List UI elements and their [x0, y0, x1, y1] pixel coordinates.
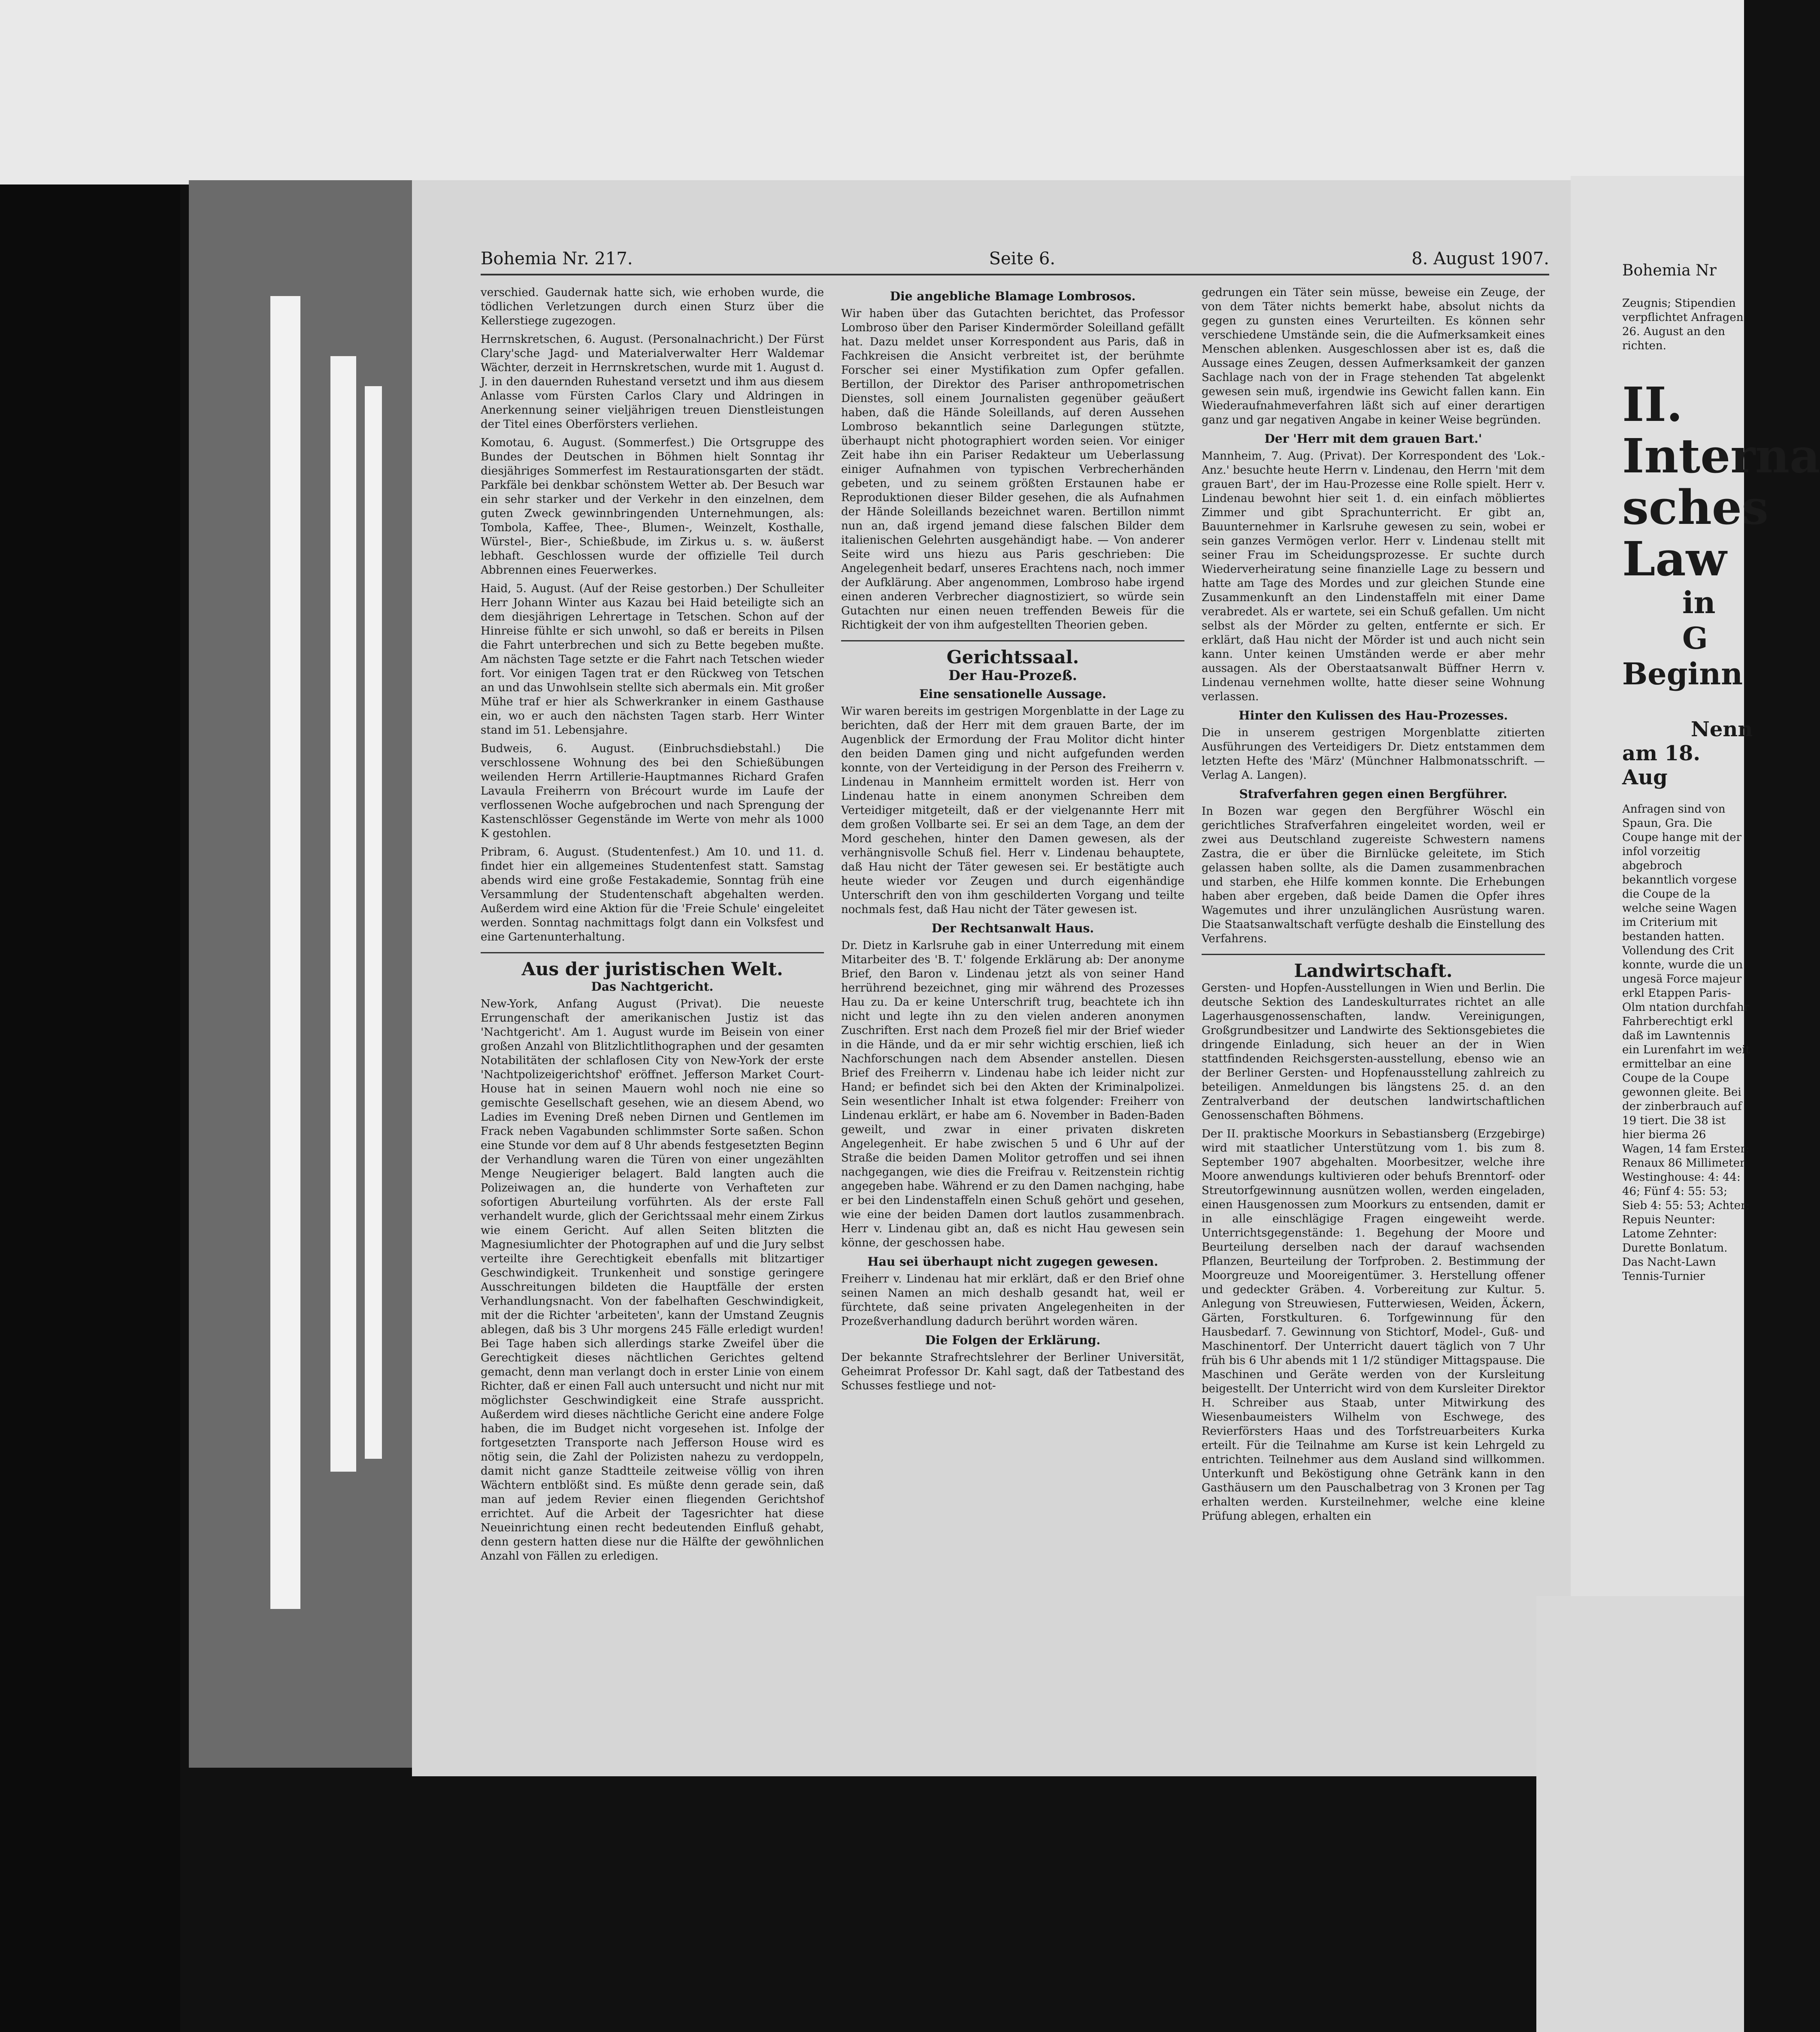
article-paragraph: Gersten- und Hopfen-Ausstellungen in Wien und Berlin. Die deutsche Sektion des Landeskulturrates richtet an alle Lagerhausgenossenschaften, landw. Vereinigungen, Großgrundbesitzer und Landwirte des Sektionsgebietes die dringende Einladung, sich heuer an der in Wien stattfindenden Reichsgersten-ausstellung, ebenso wie an der Berliner Gersten- und Hopfenausstellung zahlreich zu beteiligen. Anmeldungen bis längstens 25. d. an den Zentralverband der deutschen landwirtschaftlichen Genossenschaften Böhmens.: [1202, 982, 1545, 1122]
photo-background-top: [0, 0, 1744, 184]
section-title: Gerichtssaal.: [946, 647, 1079, 668]
article-paragraph: Dr. Dietz in Karlsruhe gab in einer Unterredung mit einem Mitarbeiter des 'B. T.' folgende Erklärung ab: Der anonyme Brief, den Baron v. Lindenau jetzt als von seiner Hand herrührend bezeichnet, ging mir während des Prozesses Hau zu. Da er keine Unterschrift trug, beachtete ich ihn nicht und legte ihn zu den vielen anderen anonymen Zuschriften. Erst nach dem Prozeß fiel mir der Brief wieder in die Hände, und da er mir sehr wichtig erschien, ließ ich Nachforschungen nach dem Absender anstellen. Diesen Brief des Freiherrn v. Lindenau habe ich leider nicht zur Hand; er befindet sich bei den Akten der Kriminalpolizei. Sein wesentlicher Inhalt ist etwa folgender: Freiherr von Lindenau erklärt, er habe am 6. November in Baden-Baden geweilt, und zwar in einer privaten diskreten Angelegenheit. Er habe zwischen 5 und 6 Uhr auf der Straße die beiden Damen Molitor getroffen und sei ihnen nachgegangen, wie dies die Freifrau v. Reitzenstein richtig angegeben habe. Während er zu den Damen nachging, habe er bei den Lindenstaffeln einen Schuß gehört und gesehen, wie eine der beiden Damen dort lautlos zusammenbrach. Herr v. Lindenau gibt an, daß es nicht Hau gewesen sein könne, der geschossen habe.: [841, 939, 1184, 1249]
column-3: [1202, 286, 1545, 1702]
article-title: Der 'Herr mit dem grauen Bart.': [1264, 432, 1482, 446]
section-rule: [841, 640, 1184, 641]
article-paragraph: Budweis, 6. August. (Einbruchsdiebstahl.) Die verschlossene Wohnung des bei den Schießübungen weilenden Herrn Artillerie-Hauptmannes Richard Grafen Lavaula Freiherrn von Brécourt wurde im Laufe der verflossenen Woche aufgebrochen und nach Sprengung der Kastenschlösser Gegenstände im Werte von mehr als 1000 K gestohlen.: [481, 742, 824, 840]
article-paragraph: Freiherr v. Lindenau hat mir erklärt, daß er den Brief ohne seinen Namen an mich deshalb gesandt hat, weil er fürchtete, daß seine privaten Angelegenheiten in der Prozeßverhandlung dadurch berührt worden wären.: [841, 1273, 1184, 1328]
article-paragraph: Der II. praktische Moorkurs in Sebastiansberg (Erzgebirge) wird mit staatlicher Unterstützung vom 1. bis zum 8. September 1907 abgehalten. Moorbesitzer, welche ihre Moore anwendungs kultivieren oder behufs Brenntorf- oder Streutorfgewinnung ausnützen wollen, werden eingeladen, einen Hausgenossen zum Moorkurs zu entsenden, damit er in alle einschlägige Fragen eingeweiht werde. Unterrichtsgegenstände: 1. Begehung der Moore und Beurteilung derselben nach der darauf wachsenden Pflanzen, Beurteilung der Torfproben. 2. Bestimmung der Moorgreuze und Mooreigentümer. 3. Herstellung offener und gedeckter Gräben. 4. Vorbereitung zur Kultur. 5. Anlegung von Streuwiesen, Futterwiesen, Weiden, Äckern, Gärten, Forstkulturen. 6. Torfgewinnung für den Hausbedarf. 7. Gewinnung von Stichtorf, Model-, Guß- und Maschinentorf. Der Unterricht dauert täglich von 7 Uhr früh bis 6 Uhr abends mit 1 1/2 stündiger Mittagspause. Die Maschinen und Geräte werden von der Kursleitung beigestellt. Der Unterricht wird von dem Kursleiter Direktor H. Schreiber aus Staab, unter Mitwirkung des Wiesenbaumeisters Wilhelm von Eschwege, des Revierförsters Haas und des Torfstreuarbeiters Kurka erteilt. Für die Teilnahme am Kurse ist kein Lehrgeld zu entrichten. Teilnehmer aus dem Ausland sind willkommen. Unterkunft und Beköstigung ohne Getränk kann in den Gasthäusern um den Pauschalbetrag von 3 Kronen per Tag erhalten werden. Kursteilnehmer, welche eine kleine Prüfung ablegen, erhalten ein: [1202, 1128, 1545, 1523]
facing-page-intro: Zeugnis; Stipendien verpflichtet Anfragen 26. August an den richten.: [1622, 297, 1744, 352]
facing-page-subheadline: Beginn: [1622, 656, 1743, 692]
article-subtitle: Hau sei überhaupt nicht zugegen gewesen.: [867, 1255, 1158, 1269]
section-rule: [1202, 954, 1545, 955]
newspaper-page: [412, 180, 1579, 1776]
article-paragraph: Wir waren bereits im gestrigen Morgenblatte in der Lage zu berichten, daß der Herr mit dem grauen Barte, der im Augenblick der Ermordung der Frau Molitor dicht hinter den beiden Damen ging und nicht aufgefunden werden konnte, von der Verteidigung in der Person des Freiherrn v. Lindenau in Mannheim ermittelt worden ist. Herr von Lindenau hatte in einem anonymen Schreiben dem Verteidiger mitgeteilt, daß er der vielgenannte Herr mit dem großen Vollbarte sei. Er sei an dem Tage, an dem der Mord geschehen, hinter den Damen gewesen, als der verhängnisvolle Schuß fiel. Herr v. Lindenau behauptete, daß Hau nicht der Täter gewesen sei. Er bestätigte auch heute wieder vor Zeugen und durch eigenhändige Unterschrift den von ihm geschilderten Vorgang und teilte nochmals fest, daß Hau nicht der Täter gewesen ist.: [841, 705, 1184, 916]
facing-page-header: Bohemia Nr: [1622, 262, 1717, 279]
section-rule: [481, 952, 824, 953]
photo-background-left: [0, 184, 180, 2032]
article-paragraph: Die in unserem gestrigen Morgenblatte zitierten Ausführungen des Verteidigers Dr. Dietz entstammen dem letzten Hefte des 'März' (Münchner Halbmonatsschrift. — Verlag A. Langen).: [1202, 726, 1545, 782]
article-paragraph: Herrnskretschen, 6. August. (Personalnachricht.) Der Fürst Clary'sche Jagd- und Materialverwalter Herr Waldemar Wächter, derzeit in Herrnskretschen, wurde mit 1. August d. J. in den dauernden Ruhestand versetzt und ihm aus diesem Anlasse vom Fürsten Carlos Clary und Aldringen in Anerkennung seiner vieljährigen treuen Dienstleistungen der Titel eines Oberförsters verliehen.: [481, 333, 824, 431]
facing-page-subheadline: Nenn: [1691, 717, 1753, 741]
facing-page-text: Anfragen sind von Spaun, Gra. Die Coupe hange mit der infol vorzeitig abgebroch bekanntlich vorgese die Coupe de la welche seine Wagen im Criterium mit bestanden hatten. Vollendung des Crit konnte, wurde die un ungesä Force majeur erkl Etappen Paris-Olm ntation durchfahr Fahrberechtigt erkl daß im Lawntennis ein Lurenfahrt im weit ermittelbar an eine Coupe de la Coupe gewonnen gleite. Bei der zinberbrauch auf 19 tiert. Die 38 ist hier bierma 26 Wagen, 14 fam Erster: Renaux 86 Millimeter Westinghouse: 4: 44: 46; Fünf 4: 55: 53; Sieb 4: 55: 53; Achter: Repuis Neunter: Latome Zehnter: Durette Bonlatum. Das Nacht-Lawn Tennis-Turnier: [1622, 803, 1750, 1283]
column-2: [841, 286, 1184, 1702]
section-title: Landwirtschaft.: [1294, 960, 1453, 981]
column-1: [481, 286, 824, 1702]
article-paragraph: Der bekannte Strafrechtslehrer der Berliner Universität, Geheimrat Professor Dr. Kahl sagt, daß der Tatbestand des Schusses festliege und not-: [841, 1351, 1184, 1392]
header-date: 8. August 1907.: [1411, 249, 1549, 269]
article-title: Strafverfahren gegen einen Bergführer.: [1239, 787, 1508, 801]
article-title: Der Hau-Prozeß.: [948, 667, 1077, 683]
book-spine-edge: [189, 180, 412, 1768]
header-masthead: Bohemia Nr. 217.: [481, 249, 633, 269]
page-header: [481, 249, 1549, 275]
facing-page-headline: sches Law: [1622, 480, 1769, 587]
article-paragraph: New-York, Anfang August (Privat). Die neueste Errungenschaft der amerikanischen Justiz ist das 'Nachtgericht'. Am 1. August wurde im Beisein von einer großen Anzahl von Blitzlichtlithographen und der gesamten Notabilitäten der schlaflosen City von New-York der erste 'Nachtpolizeigerichtshof' eröffnet. Jefferson Market Court-House hat in seinen Mauern wohl noch nie eine so gemischte Gesellschaft gesehen, wie an diesem Abend, wo Ladies im Evening Dreß neben Dirnen und Gentlemen im Frack neben Vagabunden schlimmster Sorte saßen. Schon eine Stunde vor dem auf 8 Uhr abends festgesetzten Beginn der Verhandlung waren die Türen von einer ungezählten Menge Neugieriger belagert. Bald langten auch die Polizeiwagen an, die hunderte von Verhafteten zur sofortigen Aburteilung vorführten. Als der erste Fall verhandelt wurde, glich der Gerichtssaal mehr einem Zirkus wie einem Gericht. Auf allen Seiten blitzten die Magnesiumlichter der Photographen auf und die Jury selbst verteilte ihre Gerechtigkeit ebenfalls mit blitzartiger Geschwindigkeit. Trunkenheit und sonstige geringere Ausschreitungen bildeten die Hauptfälle der ersten Verhandlungsnacht. Von der fabelhaften Geschwindigkeit, mit der die Richter 'arbeiteten', kann der Umstand Zeugnis ablegen, daß bis 3 Uhr morgens 245 Fälle erledigt wurden! Bei Tage haben sich allerdings starke Zweifel über die Gerechtigkeit dieses nächtlichen Gerichtes geltend gemacht, denn man verlangt doch in erster Linie von einem Richter, daß er einen Fall auch untersucht und nicht nur mit möglichster Geschwindigkeit eine Strafe ausspricht. Außerdem wird dieses nächtliche Gericht eine andere Folge haben, die im Budget nicht vorgesehen ist. Infolge der fortgesetzten Transporte nach Jefferson House wird es nötig sein, die Zahl der Polizisten nahezu zu verdoppeln, damit nicht ganze Stadtteile zeitweise völlig von ihren Wächtern entblößt sind. Es müßte denn gerade sein, daß man auf jedem Revier einen fliegenden Gerichtshof errichtet. Auf die Arbeit der Tagesrichter hat diese Neueinrichtung einen recht bedeutenden Einfluß gehabt, denn gestern hatten diese nur die Hälfte der gewöhnlichen Anzahl von Fällen zu erledigen.: [481, 998, 824, 1563]
article-subtitle: Die Folgen der Erklärung.: [925, 1333, 1101, 1347]
article-paragraph: Komotau, 6. August. (Sommerfest.) Die Ortsgruppe des Bundes der Deutschen in Böhmen hielt Sonntag ihr diesjähriges Sommerfest im Restaurationsgarten der städt. Parkfäle bei denkbar schönstem Wetter ab. Der Besuch war ein sehr starker und der Verkehr in den einzelnen, dem guten Zweck gewinnbringenden Unternehmungen, als: Tombola, Kaffee, Thee-, Blumen-, Weinzelt, Kosthalle, Würstel-, Bier-, Schießbude, im Zirkus u. s. w. äußerst lebhaft. Geschlossen wurde der offizielle Teil durch Abbrennen eines Feuerwerkes.: [481, 436, 824, 577]
article-paragraph: Pribram, 6. August. (Studentenfest.) Am 10. und 11. d. findet hier ein allgemeines Studentenfest statt. Samstag abends wird eine große Festakademie, Sonntag früh eine Versammlung der Studentenschaft abgehalten werden. Außerdem wird eine Aktion für die 'Freie Schule' eingeleitet werden. Sonntag nachmittags folgt dann ein Volksfest und eine Gartenunterhaltung.: [481, 846, 824, 943]
page-edge-strip: [365, 386, 382, 1459]
article-subtitle: Der Rechtsanwalt Haus.: [931, 921, 1094, 935]
facing-page-subheadline: in G: [1682, 585, 1716, 656]
section-title: Aus der juristischen Welt.: [521, 959, 783, 980]
columns: [481, 286, 1549, 1702]
article-title: Hinter den Kulissen des Hau-Prozesses.: [1239, 708, 1508, 723]
page-edge-strip: [330, 356, 356, 1472]
page-edge-strip: [270, 296, 300, 1609]
article-title: Das Nachtgericht.: [591, 980, 714, 994]
article-title: Die angebliche Blamage Lombrosos.: [890, 289, 1136, 303]
reference-card: [1536, 1596, 1744, 2032]
article-paragraph: gedrungen ein Täter sein müsse, beweise ein Zeuge, der von dem Täter nichts bemerkt habe, absolut nichts da gegen zu gunsten eines Verurteilten. Es können sehr verschiedene Umstände sein, die die Aufmerksamkeit eines Menschen ablenken. Ausgeschlossen aber ist es, daß die Aussage eines Zeugen, dessen Aufmerksamkeit der ganzen Sachlage nach von der in Frage stehenden Tat abgelenkt gewesen sein muß, irgendwie ins Gewicht fallen kann. Ein Wiederaufnahmeverfahren läßt sich auf einer derartigen ganz und gar negativen Angabe in keiner Weise begründen.: [1202, 286, 1545, 426]
facing-page-headline: II. Interna: [1622, 377, 1820, 484]
article-paragraph: verschied. Gaudernak hatte sich, wie erhoben wurde, die tödlichen Verletzungen durch einen Sturz über die Kellerstiege zugezogen.: [481, 286, 824, 327]
facing-page-subheadline: am 18. Aug: [1622, 741, 1701, 789]
article-paragraph: Mannheim, 7. Aug. (Privat). Der Korrespondent des 'Lok.-Anz.' besuchte heute Herrn v. Lindenau, den Herrn 'mit dem grauen Bart', der im Hau-Prozesse eine Rolle spielt. Herr v. Lindenau bewohnt hier seit 1. d. ein einfach möbliertes Zimmer und gibt Sprachunterricht. Er gibt an, Bauunternehmer in Karlsruhe gewesen zu sein, wobei er sein ganzes Vermögen verlor. Herr v. Lindenau stellt mit seiner Frau im Scheidungsprozesse. Er suchte durch Wiederverheiratung seine finanzielle Lage zu bessern und hatte am Tage des Mordes und zur gleichen Stunde eine Zusammenkunft an den Lindenstaffeln mit einer Dame verabredet. Als er wartete, sei ein Schuß gefallen. Um nicht selbst als der Mörder zu gelten, entfernte er sich. Er erklärt, daß Hau nicht der Mörder ist und auch nicht sein kann. Unter keinen Umständen werde er aber mehr aussagen. Als der Oberstaatsanwalt Büffner Herrn v. Lindenau vernehmen wollte, hatte dieser seine Wohnung verlassen.: [1202, 450, 1545, 703]
article-paragraph: Wir haben über das Gutachten berichtet, das Professor Lombroso über den Pariser Kindermörder Soleilland gefällt hat. Dazu meldet unser Korrespondent aus Paris, daß in Fachkreisen die Ansicht verbreitet ist, der berühmte Forscher sei einer Mystifikation zum Opfer gefallen. Bertillon, der Direktor des Pariser anthropometrischen Dienstes, soll einem Journalisten gegenüber geäußert haben, daß die Hände Soleillands, auf deren Aussehen Lombroso bekanntlich seine Darlegungen stützte, überhaupt nicht photographiert worden seien. Vor einiger Zeit habe ihn ein Pariser Redakteur um Ueberlassung einiger Aufnahmen von typischen Verbrecherhänden gebeten, und zu seinem größten Erstaunen habe er Reproduktionen dieser Bilder gesehen, die als Aufnahmen der Hände Soleillands bezeichnet waren. Bertillon nimmt nun an, daß irgend jemand diese falschen Bilder dem italienischen Gelehrten ausgehändigt habe. — Von anderer Seite wird uns hiezu aus Paris geschrieben: Die Angelegenheit bedarf, unseres Erachtens nach, noch immer der Aufklärung. Aber angenommen, Lombroso habe irgend einen anderen Verbrecher diagnostiziert, so würde sein Gutachten nur einen neuen treffenden Beweis für die Richtigkeit der von ihm aufgestellten Theorien geben.: [841, 307, 1184, 632]
header-page-number: Seite 6.: [989, 249, 1056, 269]
article-subtitle: Eine sensationelle Aussage.: [919, 687, 1106, 701]
article-paragraph: In Bozen war gegen den Bergführer Wöschl ein gerichtliches Strafverfahren eingeleitet worden, weil er zwei aus Deutschland zugereiste Schwestern namens Zastra, die er über die Birnlücke geleitete, im Stich gelassen haben sollte, als die Damen zusammenbrachen und starben, ehe Hilfe kommen konnte. Die Erhebungen haben aber ergeben, daß beide Damen die Opfer ihres Wagemutes und ihrer unzulänglichen Ausrüstung waren. Die Staatsanwaltschaft verfügte deshalb die Einstellung des Verfahrens.: [1202, 805, 1545, 945]
article-paragraph: Haid, 5. August. (Auf der Reise gestorben.) Der Schulleiter Herr Johann Winter aus Kazau bei Haid beteiligte sich an dem diesjährigen Lehrertage in Tetschen. Schon auf der Hinreise fühlte er sich unwohl, so daß er bereits in Pilsen die Fahrt unterbrechen und sich zu Bette begeben mußte. Am nächsten Tage setzte er die Fahrt nach Tetschen wieder fort. Vor einigen Tagen trat er den Rückweg von Tetschen an und das Unwohlsein stellte sich abermals ein. Mit großer Mühe traf er hier als Schwerkranker in einem Gasthause ein, wo er auch den nächsten Tagen starb. Herr Winter stand im 51. Lebensjahre.: [481, 582, 824, 737]
